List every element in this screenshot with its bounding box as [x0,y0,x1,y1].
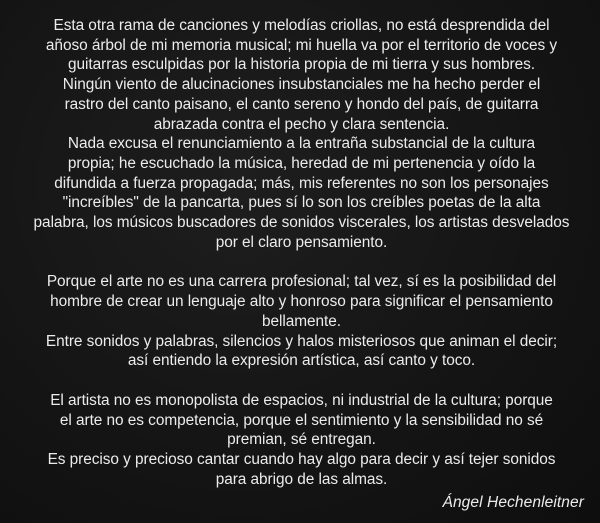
text-line: propia; he escuchado la música, heredad de mi pertenencia y oído la [67,154,536,172]
author-signature: Ángel Hechenleitner [442,494,584,511]
text-line: guitarras esculpidas por la historia propia de mi tierra y sus hombres. [68,56,535,74]
text-line: el arte no es competencia, porque el sentimiento y la sensibilidad no sé [59,411,544,429]
text-line: Es preciso y precioso cantar cuando hay algo para decir y así tejer sonidos [47,451,556,469]
text-line: hombre de crear un lenguaje alto y honroso para significar el pensamiento [50,293,553,311]
text-line: así entiendo la expresión artística, así canto y toco. [127,352,476,370]
text-line: para abrigo de las almas. [215,470,388,488]
text-line: por el claro pensamiento. [215,233,388,251]
prose-block [14,16,589,489]
text-line: Entre sonidos y palabras, silencios y halos misteriosos que animan el decir; [45,332,558,350]
text-line: Nada excusa el renunciamiento a la entraña substancial de la cultura [67,135,536,153]
text-line: Porque el arte no es una carrera profesional; tal vez, sí es la posibilidad del [46,273,557,291]
text-line: palabra, los músicos buscadores de sonidos viscerales, los artistas desvelados [33,214,570,232]
text-line: Ningún viento de alucinaciones insubstanciales me ha hecho perder el [62,76,541,94]
text-line: premian, sé entregan. [227,431,376,449]
text-line: añoso árbol de mi memoria musical; mi huella va por el territorio de voces y [45,36,558,54]
text-line: Esta otra rama de canciones y melodías criollas, no está desprendida del [53,17,550,34]
text-line: rastro del canto paisano, el canto sereno y hondo del país, de guitarra [64,95,539,113]
text-line: abrazada contra el pecho y clara sentencia. [153,115,450,133]
text-line: "increíbles" de la pancarta, pues sí lo son los creíbles poetas de la alta [62,194,541,212]
paragraph-gap [14,252,589,272]
text-line: bellamente. [261,312,342,330]
paragraph-gap [14,371,589,391]
text-line: difundida a fuerza propagada; más, mis referentes no son los personajes [54,174,549,192]
text-line: El artista no es monopolista de espacios, ni industrial de la cultura; porque [50,391,553,409]
